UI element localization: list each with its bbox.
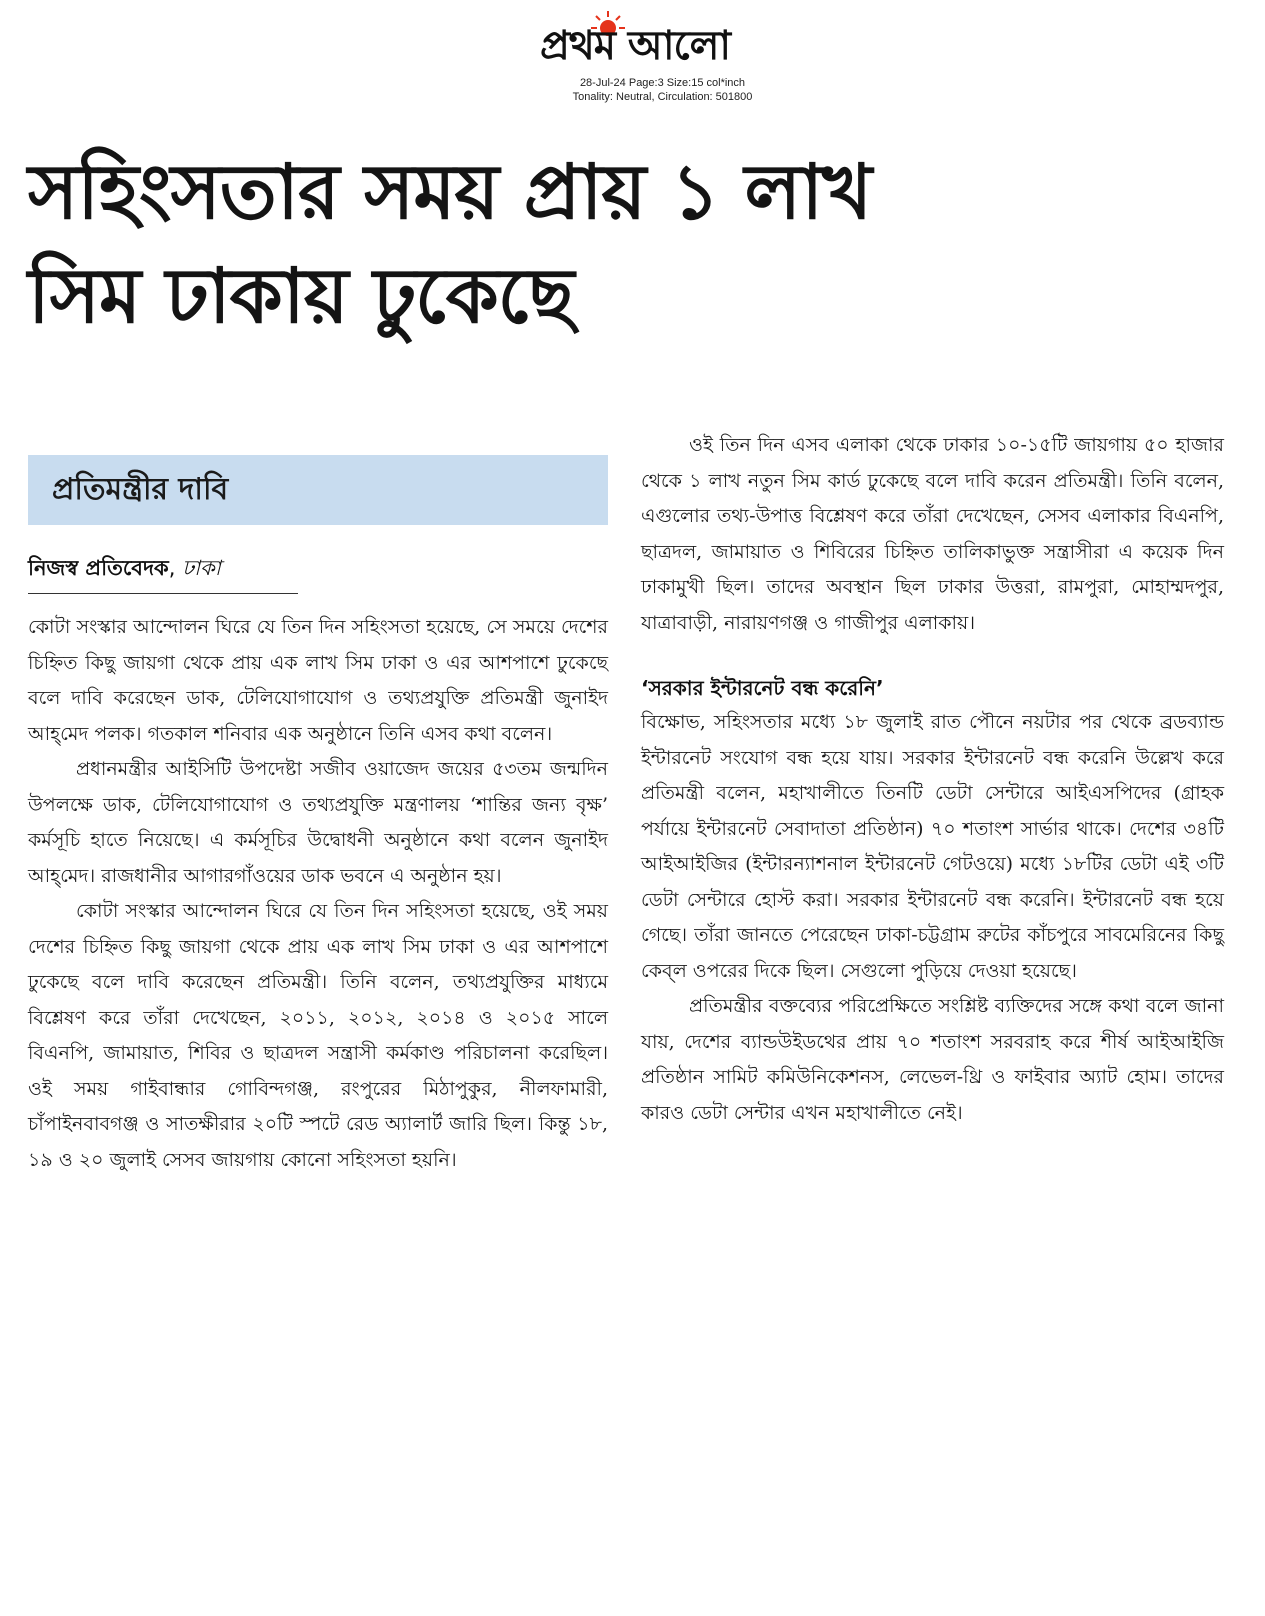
date-page-size: 28-Jul-24 Page:3 Size:15 col*inch (579, 77, 746, 89)
headline-line-2: সিম ঢাকায় ঢুকেছে (28, 251, 574, 340)
byline (28, 553, 608, 583)
paragraph: ওই তিন দিন এসব এলাকা থেকে ঢাকার ১০-১৫টি জায়গায় ৫০ হাজার থেকে ১ লাখ নতুন সিম কার্ড ঢুকেছে বলে দাবি করেন প্রতিমন্ত্রী। তিনি বলেন, এগুলোর তথ্য-উপাত্ত বিশ্লেষণ করে তাঁরা দেখেছেন, সেসব এলাকার বিএনপি, ছাত্রদল, জামায়াত ও শিবিরের চিহ্নিত তালিকাভুক্ত সন্ত্রাসীরা এ কয়েক দিন ঢাকামুখী ছিল। তাদের অবস্থান ছিল ঢাকার উত্তরা, রামপুরা, মোহাম্মদপুর, যাত্রাবাড়ী, নারায়ণগঞ্জ ও গাজীপুর এলাকায়। (641, 434, 1224, 634)
byline-rule (28, 593, 298, 594)
byline-location: ঢাকা (182, 556, 221, 580)
paragraph: কোটা সংস্কার আন্দোলন ঘিরে যে তিন দিন সহিংসতা হয়েছে, সে সময়ে দেশের চিহ্নিত কিছু জায়গা থেকে প্রায় এক লাখ সিম ঢাকা ও এর আশপাশে ঢুকেছে বলে দাবি করেছেন ডাক, টেলিযোগাযোগ ও তথ্যপ্রযুক্তি প্রতিমন্ত্রী জুনাইদ আহ্‌মেদ পলক। গতকাল শনিবার এক অনুষ্ঠানে তিনি এসব কথা বলেন। (28, 616, 608, 745)
paragraph: প্রধানমন্ত্রীর আইসিটি উপদেষ্টা সজীব ওয়াজেদ জয়ের ৫৩তম জন্মদিন উপলক্ষে ডাক, টেলিযোগাযোগ ও তথ্যপ্রযুক্তি মন্ত্রণালয় ‘শান্তির জন্য বৃক্ষ’ কর্মসূচি হাতে নিয়েছে। এ কর্মসূচির উদ্বোধনী অনুষ্ঠানে কথা বলেন জুনাইদ আহ্‌মেদ। রাজধানীর আগারগাঁওয়ের ডাক ভবনে এ অনুষ্ঠান হয়। (28, 758, 608, 887)
masthead (0, 0, 1265, 110)
headline (28, 140, 1243, 348)
left-column (28, 455, 608, 1178)
right-column (641, 428, 1224, 1131)
paragraph: প্রতিমন্ত্রীর বক্তব্যের পরিপ্রেক্ষিতে সংশ্লিষ্ট ব্যক্তিদের সঙ্গে কথা বলে জানা যায়, দেশের ব্যান্ডউইডথের প্রায় ৭০ শতাংশ সরবরাহ করে শীর্ষ আইআইজি প্রতিষ্ঠান সামিট কমিউনিকেশনস, লেভেল-থ্রি ও ফাইবার অ্যাট হোম। তাদের কারও ডেটা সেন্টার এখন মহাখালীতে নেই। (641, 995, 1224, 1124)
paragraph: বিক্ষোভ, সহিংসতার মধ্যে ১৮ জুলাই রাত পৌনে নয়টার পর থেকে ব্রডব্যান্ড ইন্টারনেট সংযোগ বন্ধ হয়ে যায়। সরকার ইন্টারনেট বন্ধ করেনি উল্লেখ করে প্রতিমন্ত্রী বলেন, মহাখালীতে তিনটি ডেটা সেন্টারে আইএসপিদের (গ্রাহক পর্যায়ে ইন্টারনেট সেবাদাতা প্রতিষ্ঠান) ৭০ শতাংশ সার্ভার থাকে। দেশের ৩৪টি আইআইজির (ইন্টারন্যাশনাল ইন্টারনেট গেটওয়ে) মধ্যে ১৮টির ডেটা এই ৩টি ডেটা সেন্টারে হোস্ট করা। সরকার ইন্টারনেট বন্ধ করেনি। ইন্টারনেট বন্ধ হয়ে গেছে। তাঁরা জানতে পেরেছেন ঢাকা-চট্টগ্রাম রুটের কাঁচপুরে সাবমেরিনের কিছু কেব্‌ল ওপরের দিকে ছিল। সেগুলো পুড়িয়ে দেওয়া হয়েছে। (641, 711, 1224, 982)
kicker-box (28, 455, 608, 525)
kicker-text: প্রতিমন্ত্রীর দাবি (52, 471, 229, 507)
newspaper-logo (490, 8, 780, 70)
byline-separator: , (168, 556, 183, 580)
paragraph: কোটা সংস্কার আন্দোলন ঘিরে যে তিন দিন সহিংসতা হয়েছে, ওই সময় দেশের চিহ্নিত কিছু জায়গা থেকে প্রায় এক লাখ সিম ঢাকা ও এর আশপাশে ঢুকেছে বলে দাবি করেছেন প্রতিমন্ত্রী। তিনি বলেন, তথ্যপ্রযুক্তির মাধ্যমে বিশ্লেষণ করে তাঁরা দেখেছেন, ২০১১, ২০১২, ২০১৪ ও ২০১৫ সালে বিএনপি, জামায়াত, শিবির ও ছাত্রদল সন্ত্রাসী কর্মকাণ্ড পরিচালনা করেছিল। ওই সময় গাইবান্ধার গোবিন্দগঞ্জ, রংপুরের মিঠাপুকুর, নীলফামারী, চাঁপাইনবাবগঞ্জ ও সাতক্ষীরার ২০টি স্পটে রেড অ্যালার্ট জারি ছিল। কিন্তু ১৮, ১৯ ও ২০ জুলাই সেসব জায়গায় কোনো সহিংসতা হয়নি। (28, 900, 608, 1171)
tonality-circulation: Tonality: Neutral, Circulation: 501800 (572, 91, 753, 103)
byline-author: নিজস্ব প্রতিবেদক (28, 556, 169, 580)
logo-text: প্রথম আলো (539, 23, 731, 69)
headline-line-1: সহিংসতার সময় প্রায় ১ লাখ (28, 147, 872, 236)
clipping-metadata (0, 76, 1265, 104)
subheading: ‘সরকার ইন্টারনেট বন্ধ করেনি’ (641, 676, 884, 700)
